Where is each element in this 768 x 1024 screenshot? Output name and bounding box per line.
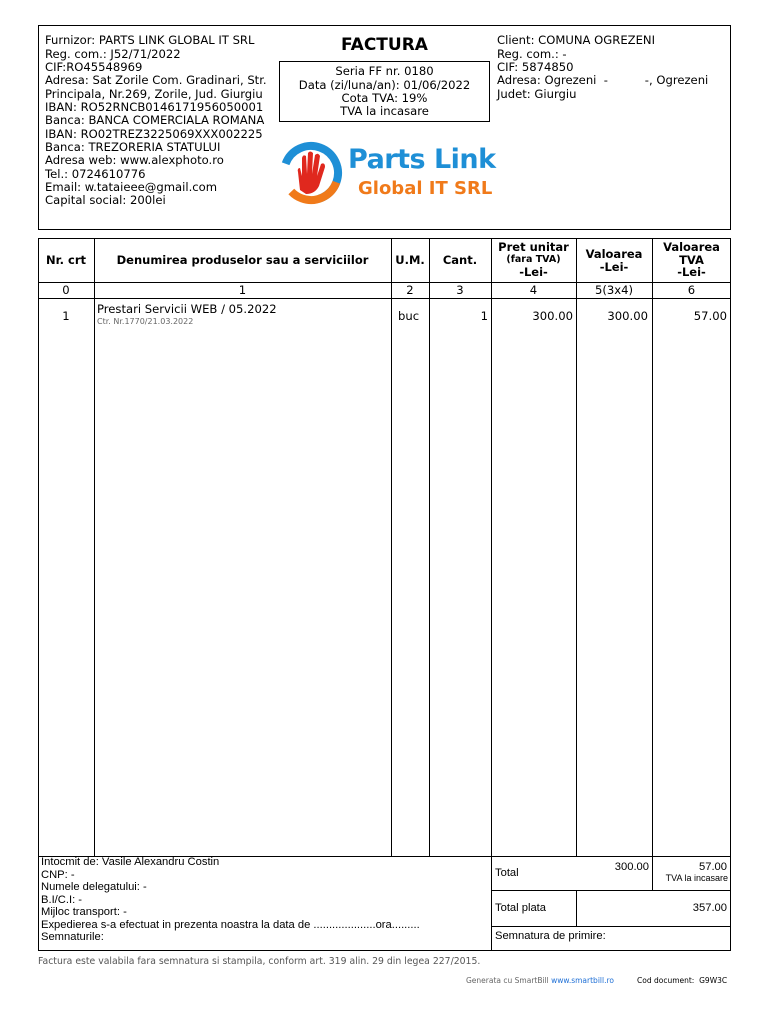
generated-prefix: Generata cu SmartBill	[466, 976, 552, 985]
col-header-pret-1: Pret unitar	[498, 240, 569, 254]
row-vat: 57.00	[693, 309, 727, 323]
row-product-note: Ctr. Nr.1770/21.03.2022	[97, 317, 194, 326]
row-value: 300.00	[607, 309, 648, 323]
document-code: Cod document: G9W3C	[637, 976, 728, 985]
supplier-address-1: Adresa: Sat Zorile Com. Gradinari, Str.	[45, 73, 267, 87]
receipt-signature-label: Semnatura de primire:	[495, 930, 606, 942]
supplier-address-2: Principala, Nr.269, Zorile, Jud. Giurgiu	[45, 86, 263, 101]
total-payment-value: 357.00	[692, 902, 727, 914]
items-table	[38, 238, 731, 951]
company-logo	[278, 140, 498, 206]
index-cell: 2	[406, 283, 414, 297]
row-nr: 1	[62, 309, 70, 323]
supplier-reg-com: Reg. com.: J52/71/2022	[45, 46, 181, 61]
index-cell: 4	[529, 283, 538, 297]
col-header-cant: Cant.	[442, 253, 478, 267]
issued-by: Intocmit de: Vasile Alexandru Costin	[41, 856, 220, 868]
validity-note: Factura este valabila fara semnatura si stampila, conform art. 319 alin. 29 din legea 227/2015.	[38, 956, 481, 967]
delegate-name: Numele delegatului: -	[41, 881, 147, 893]
col-header-tva-1: Valoarea	[663, 240, 720, 254]
index-cell: 5(3x4)	[594, 283, 634, 297]
row-price: 300.00	[532, 309, 573, 323]
col-header-valoare-2: -Lei-	[599, 260, 629, 274]
client-address: Adresa: Ogrezeni - -, Ogrezeni	[497, 73, 709, 87]
supplier-bank-2: Banca: TREZORERIA STATULUI	[45, 140, 221, 154]
total-payment-label: Total plata	[495, 902, 546, 914]
total-label: Total	[495, 867, 519, 879]
invoice-vat-mode: TVA la incasare	[340, 104, 429, 118]
logo-line-2: Global IT SRL	[358, 178, 493, 199]
client-cif: CIF: 5874850	[497, 60, 574, 74]
supplier-name: Furnizor: PARTS LINK GLOBAL IT SRL	[45, 33, 255, 47]
hand-logo-icon	[278, 140, 346, 206]
client-county: Judet: Giurgiu	[497, 86, 577, 101]
col-header-tva-2: TVA	[679, 253, 704, 267]
issuer-cnp: CNP: -	[41, 868, 75, 881]
row-um: buc	[398, 309, 420, 323]
col-header-valoare-1: Valoarea	[585, 247, 643, 261]
supplier-web: Adresa web: www.alexphoto.ro	[45, 153, 224, 167]
shipping-statement: Expedierea s-a efectuat in prezenta noastra la data de ....................ora.........	[41, 918, 420, 931]
invoice-title: FACTURA	[341, 35, 428, 55]
col-header-pret-2: (fara TVA)	[506, 254, 561, 265]
col-header-tva-3: -Lei-	[677, 265, 706, 279]
index-cell: 1	[238, 283, 247, 297]
delegate-id: B.I/C.I: -	[41, 893, 83, 906]
supplier-email: Email: w.tataieee@gmail.com	[45, 180, 218, 194]
row-qty: 1	[480, 309, 488, 323]
total-vat: 57.00	[699, 861, 727, 873]
signatures-label: Semnaturile:	[41, 931, 104, 943]
supplier-capital: Capital social: 200lei	[45, 193, 166, 207]
supplier-bank-1: Banca: BANCA COMERCIALA ROMANA	[45, 113, 265, 127]
supplier-phone: Tel.: 0724610776	[45, 166, 146, 181]
invoice-series: Seria FF nr. 0180	[335, 64, 434, 78]
col-header-nr: Nr. crt	[45, 253, 86, 267]
invoice-date: Data (zi/luna/an): 01/06/2022	[298, 77, 471, 92]
client-name: Client: COMUNA OGREZENI	[497, 33, 656, 47]
index-cell: 6	[687, 283, 696, 297]
total-vat-note: TVA la incasare	[665, 873, 728, 883]
supplier-iban-1: IBAN: RO52RNCB0146171956050001	[45, 100, 264, 114]
index-cell: 3	[456, 283, 464, 297]
transport-means: Mijloc transport: -	[41, 906, 127, 918]
col-header-pret-3: -Lei-	[519, 265, 548, 279]
logo-line-1: Parts Link	[348, 144, 496, 175]
supplier-iban-2: IBAN: RO02TREZ3225069XXX002225	[45, 126, 263, 141]
total-value: 300.00	[614, 861, 649, 873]
generated-by	[466, 976, 614, 985]
smartbill-link[interactable]: www.smartbill.ro	[551, 976, 614, 985]
client-reg-com: Reg. com.: -	[497, 46, 567, 61]
col-header-um: U.M.	[395, 253, 425, 267]
index-cell: 0	[62, 283, 70, 297]
supplier-cif: CIF:RO45548969	[45, 60, 143, 74]
invoice-vat-rate: Cota TVA: 19%	[341, 91, 428, 105]
col-header-denumire: Denumirea produselor sau a serviciilor	[116, 253, 369, 267]
row-product-name: Prestari Servicii WEB / 05.2022	[97, 302, 277, 316]
